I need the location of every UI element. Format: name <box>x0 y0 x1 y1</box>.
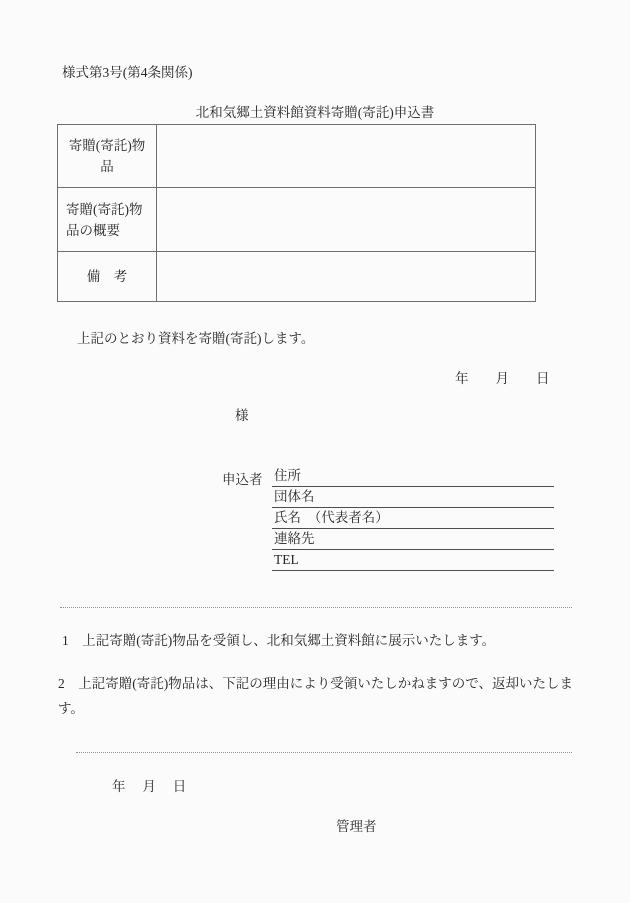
applicant-label: 申込者 <box>222 472 263 487</box>
field-label-tel: TEL <box>274 552 299 567</box>
addressee-sama: 様 <box>235 408 249 423</box>
date-line-top: 年 月 日 <box>455 371 550 386</box>
row-label-donated-items: 寄贈(寄託)物品 <box>58 125 157 188</box>
document-title: 北和気郷土資料館資料寄贈(寄託)申込書 <box>195 105 435 120</box>
note-item-1: 1 上記寄贈(寄託)物品を受領し、北和気郷土資料館に展示いたします。 <box>62 633 496 648</box>
field-label-name: 氏名 （代表者名） <box>274 510 389 525</box>
row-value-items-summary <box>157 188 536 252</box>
statement-line: 上記のとおり資料を寄贈(寄託)します。 <box>77 331 315 346</box>
separator-dotted-bottom <box>76 752 572 753</box>
row-label-remarks: 備 考 <box>58 252 157 302</box>
row-value-donated-items <box>157 125 536 188</box>
row-label-items-summary: 寄贈(寄託)物品の概要 <box>58 188 157 252</box>
field-label-organization: 団体名 <box>274 489 315 504</box>
field-name <box>272 508 554 529</box>
field-organization <box>272 487 554 508</box>
field-address <box>272 466 554 487</box>
manager-label: 管理者 <box>336 819 377 834</box>
row-value-remarks <box>157 252 536 302</box>
note-item-2: 2 上記寄贈(寄託)物品は、下記の理由により受領いたしかねますので、返却いたします。 <box>58 676 573 716</box>
table-row-summary <box>58 188 536 252</box>
table-row-remarks <box>58 252 536 302</box>
field-tel <box>272 550 554 571</box>
field-label-contact: 連絡先 <box>274 531 315 546</box>
form-number: 様式第3号(第4条関係) <box>62 65 193 80</box>
date-line-bottom: 年 月 日 <box>112 779 187 794</box>
field-label-address: 住所 <box>274 468 301 483</box>
donation-table <box>57 124 536 302</box>
field-contact <box>272 529 554 550</box>
table-row-items <box>58 125 536 188</box>
applicant-fields <box>272 466 554 571</box>
separator-dotted-top <box>60 607 572 608</box>
